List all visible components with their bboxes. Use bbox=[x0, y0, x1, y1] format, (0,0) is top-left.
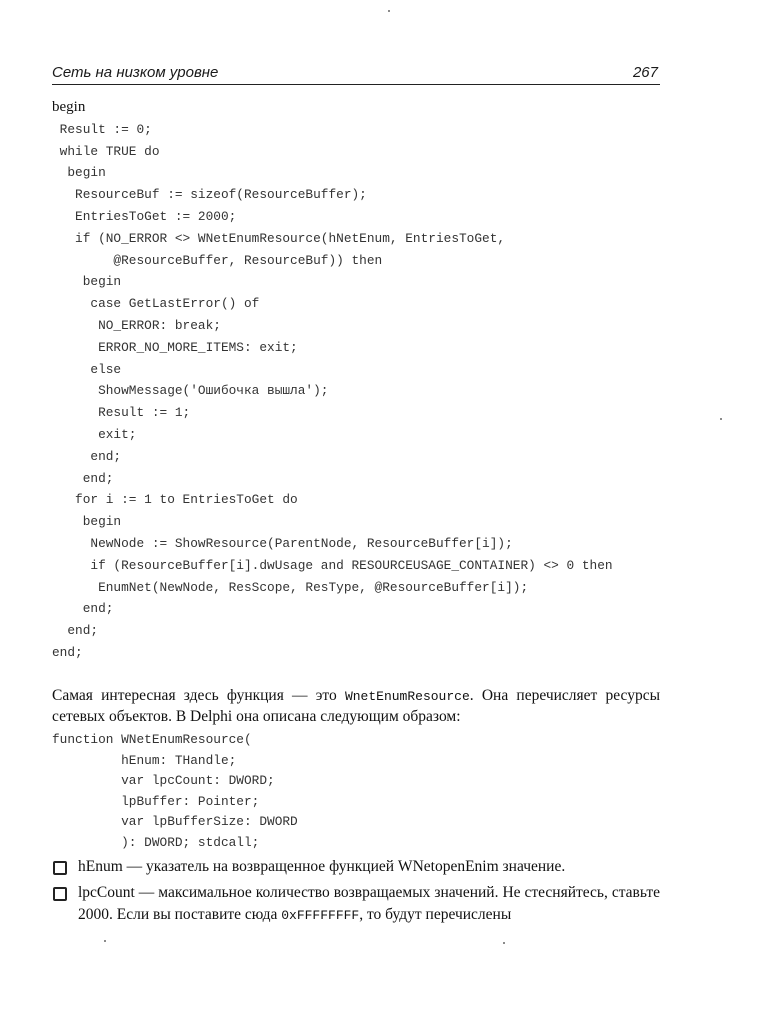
scan-speck bbox=[104, 940, 106, 942]
code-line: end; bbox=[52, 644, 83, 660]
scan-speck bbox=[503, 942, 505, 944]
list-item bbox=[52, 882, 660, 927]
paragraph-text: . Она перечисляет ресурсы сетевых объектов. В Delphi она описана следующим образом: bbox=[52, 687, 660, 725]
signature-line: hEnum: THandle; bbox=[52, 752, 237, 768]
code-line: NO_ERROR: break; bbox=[52, 317, 221, 333]
signature-line: lpBuffer: Pointer; bbox=[52, 793, 260, 809]
code-line: ResourceBuf := sizeof(ResourceBuffer); bbox=[52, 187, 367, 203]
paragraph-text: Самая интересная здесь функция — это bbox=[52, 687, 345, 704]
code-line: exit; bbox=[52, 426, 137, 442]
code-line: ShowMessage('Ошибочка вышла'); bbox=[52, 383, 329, 399]
list-item bbox=[52, 856, 660, 878]
running-header bbox=[52, 62, 660, 85]
list-item-text: lpcCount — максимальное количество возвращаемых значений. Не стесняйтесь, ставьте 2000. Если вы поставите сюда bbox=[78, 884, 660, 923]
code-line: begin bbox=[52, 99, 86, 115]
code-line: EnumNet(NewNode, ResScope, ResType, @ResourceBuffer[i]); bbox=[52, 579, 529, 595]
code-line: begin bbox=[52, 514, 122, 530]
code-line: EntriesToGet := 2000; bbox=[52, 208, 237, 224]
code-line: while TRUE do bbox=[52, 143, 160, 159]
code-line: begin bbox=[52, 165, 106, 181]
signature-line: ): DWORD; stdcall; bbox=[52, 834, 260, 850]
code-line: if (NO_ERROR <> WNetEnumResource(hNetEnum, EntriesToGet, bbox=[52, 230, 506, 246]
code-listing bbox=[52, 97, 672, 664]
code-line: for i := 1 to EntriesToGet do bbox=[52, 492, 298, 508]
checkbox-bullet-icon bbox=[53, 887, 67, 901]
function-name: WnetEnumResource bbox=[344, 689, 470, 704]
function-signature bbox=[52, 730, 672, 853]
code-line: begin bbox=[52, 274, 122, 290]
code-line: @ResourceBuffer, ResourceBuf)) then bbox=[52, 252, 383, 268]
code-line: ERROR_NO_MORE_ITEMS: exit; bbox=[52, 339, 298, 355]
page-number: 267 bbox=[632, 64, 658, 81]
code-line: if (ResourceBuffer[i].dwUsage and RESOURCEUSAGE_CONTAINER) <> 0 then bbox=[52, 557, 613, 573]
code-line: Result := 1; bbox=[52, 405, 191, 421]
code-line: end; bbox=[52, 470, 114, 486]
chapter-title: Сеть на низком уровне bbox=[52, 64, 219, 81]
checkbox-bullet-icon bbox=[53, 861, 67, 875]
list-item-text: hEnum — указатель на возвращенное функцией WNetopenEnim значение. bbox=[78, 858, 566, 875]
code-line: else bbox=[52, 361, 122, 377]
scan-speck bbox=[720, 418, 722, 420]
signature-line: function WNetEnumResource( bbox=[52, 732, 252, 747]
code-line: case GetLastError() of bbox=[52, 296, 260, 312]
code-line: end; bbox=[52, 623, 99, 639]
code-line: end; bbox=[52, 448, 122, 464]
list-item-text: , то будут перечислены bbox=[359, 906, 512, 923]
parameter-list bbox=[52, 856, 660, 931]
hex-value: 0xFFFFFFFF bbox=[281, 908, 360, 923]
code-line: Result := 0; bbox=[52, 121, 152, 137]
scan-speck bbox=[388, 10, 390, 12]
code-line: NewNode := ShowResource(ParentNode, ResourceBuffer[i]); bbox=[52, 535, 513, 551]
signature-line: var lpcCount: DWORD; bbox=[52, 773, 275, 788]
code-line: end; bbox=[52, 601, 114, 617]
signature-line: var lpBufferSize: DWORD bbox=[52, 814, 298, 829]
body-paragraph bbox=[52, 686, 660, 727]
